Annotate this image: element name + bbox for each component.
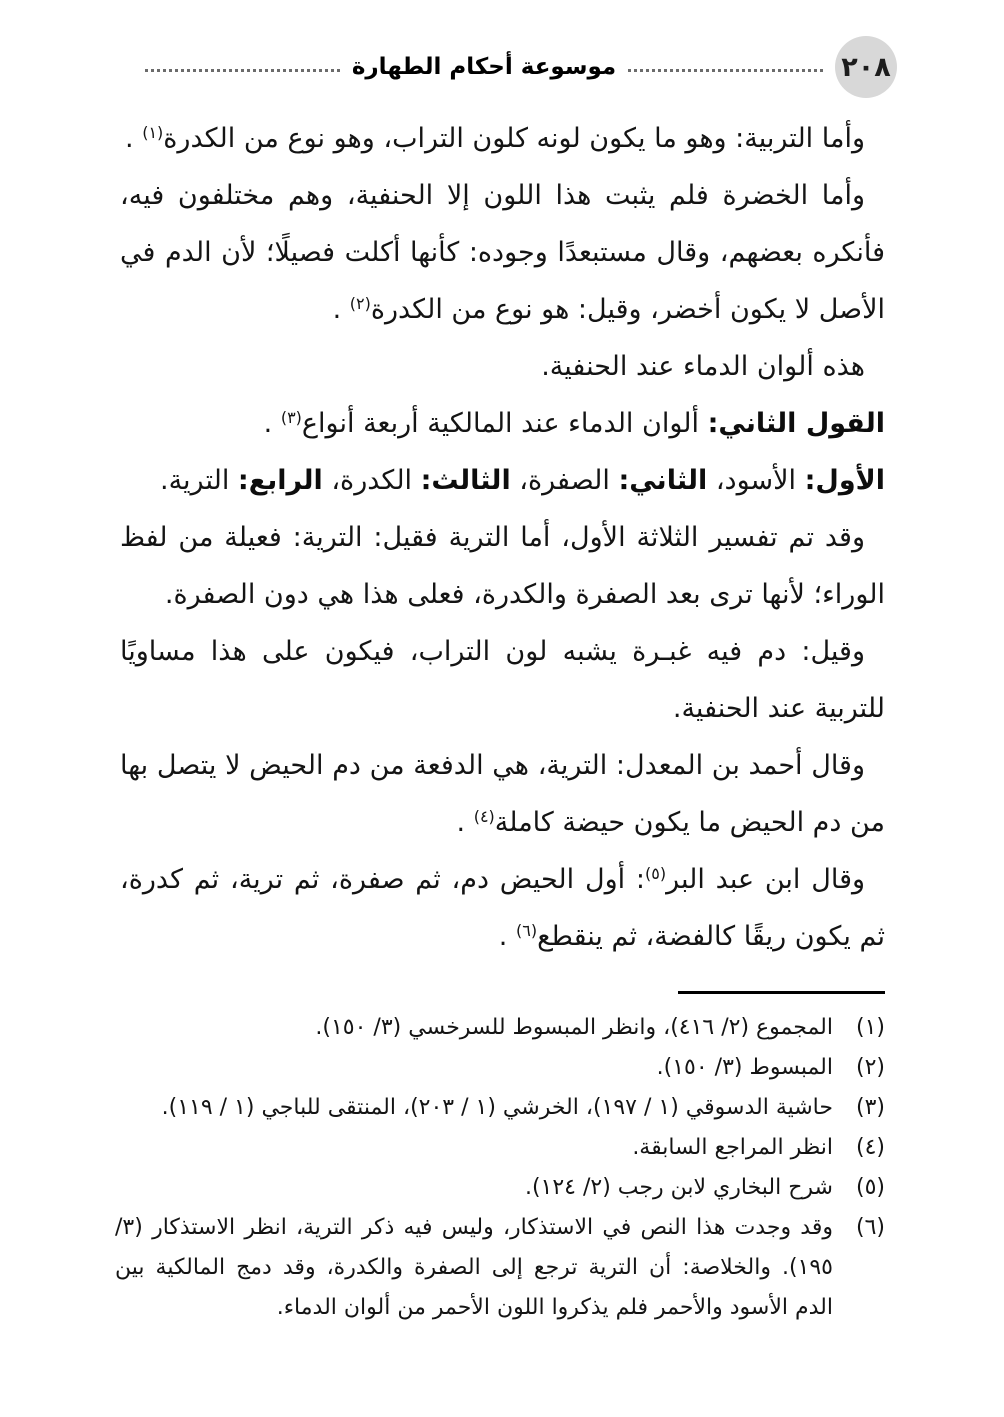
footnote-ref-6: (٦) [515,921,538,940]
page-number: ٢٠٨ [841,51,891,83]
paragraph-text: . [498,921,516,952]
footnote-item [115,1128,885,1168]
paragraph-text: وقد تم تفسير الثلاثة الأول، أما الترية فقيل: الترية: فعيلة من لفظ الوراء؛ لأنها ترى بعد الصفرة والكدرة، فعلى هذا هي دون الصفرة. [120,522,885,610]
footnote-ref-1: (١) [142,123,164,142]
footnote-text: المبسوط (٣/ ١٥٠). [656,1055,833,1080]
paragraph-text: وقيل: دم فيه غبـرة يشبه لون التراب، فيكون على هذا مساويًا للتربية عند الحنفية. [120,636,885,724]
paragraph-text: . [263,408,281,439]
page-number-badge [835,36,897,98]
paragraph-tariyyah-definition [120,509,885,623]
footnote-text: حاشية الدسوقي (١ / ١٩٧)، الخرشي (١ / ٢٠٣)، المنتقى للباجي (١ / ١١٩). [161,1095,833,1120]
paragraph-text: وأما الخضرة فلم يثبت هذا اللون إلا الحنفية، وهم مختلفون فيه، فأنكره بعضهم، وقال مستبعدًا وجوده: كأنها أكلت فصيلًا؛ لأن الدم في الأصل لا يكون أخضر، وقيل: هو نوع من الكدرة [120,180,885,325]
paragraph-text: وقال ابن عبد البر [666,864,866,895]
footnote-text: وقد وجدت هذا النص في الاستذكار، وليس فيه ذكر الترية، انظر الاستذكار (٣/ ١٩٥). والخلاصة: أن الترية ترجع إلى الصفرة والكدرة، وقد دمج المالكية بين الدم الأسود والأحمر فلم يذكروا اللون الأحمر من ألوان الدماء. [115,1215,833,1320]
footnote-ref-5: (٥) [645,864,667,883]
paragraph-khudrah [120,167,885,338]
footnote-item [115,1088,885,1128]
paragraph-text: الأسود، [707,465,805,496]
paragraph-text: هذه ألوان الدماء عند الحنفية. [541,351,865,382]
footnote-item [115,1168,885,1208]
header-dotted-rule-left [145,69,340,72]
footnote-number: (٤) [855,1135,885,1160]
bold-lead-in: القول الثاني: [707,408,885,439]
footnote-number: (١) [855,1015,885,1040]
footnote-text: المجموع (٢/ ٤١٦)، وانظر المبسوط للسرخسي (٣/ ١٥٠). [315,1015,833,1040]
paragraph-turbiyyah [120,110,885,167]
paragraph-ghubrah [120,623,885,737]
paragraph-text: . [125,123,143,154]
bold-first: الأول: [804,465,885,496]
paragraph-text: وأما التربية: وهو ما يكون لونه كلون التراب، وهو نوع من الكدرة [163,123,865,154]
paragraph-text: ألوان الدماء عند المالكية أربعة أنواع [301,408,708,439]
bold-second: الثاني: [618,465,708,496]
footnote-separator-rule [678,991,885,994]
footnote-number: (٢) [855,1055,885,1080]
paragraph-text: الصفرة، [510,465,619,496]
footnote-item [115,1208,885,1328]
footnote-item [115,1048,885,1088]
footnote-text: انظر المراجع السابقة. [632,1135,833,1160]
body-text [0,98,1004,965]
paragraph-hanafi-colors [120,338,885,395]
paragraph-ahmad-ibn-al-muaddal [120,737,885,851]
footnote-number: (٦) [855,1215,885,1240]
paragraph-text: . [332,294,350,325]
header-dotted-rule-right [628,69,823,72]
paragraph-ibn-abd-al-barr [120,851,885,965]
bold-third: الثالث: [420,465,511,496]
footnote-ref-2: (٢) [349,294,371,313]
paragraph-text: . [456,807,474,838]
bold-fourth: الرابع: [237,465,323,496]
footnote-item [115,1008,885,1048]
footnote-text: شرح البخاري لابن رجب (٢/ ١٢٤). [524,1175,833,1200]
paragraph-text: الكدرة، [322,465,421,496]
paragraph-four-types [120,452,885,509]
footnote-ref-4: (٤) [473,807,495,826]
footnote-ref-3: (٣) [280,408,302,427]
book-title: موسوعة أحكام الطهارة [351,54,617,80]
footnote-number: (٣) [855,1095,885,1120]
footnotes-section [0,991,1004,1328]
paragraph-text: الترية. [159,465,238,496]
page-header [0,0,1004,98]
paragraph-text: وقال أحمد بن المعدل: الترية، هي الدفعة من دم الحيض لا يتصل بها من دم الحيض ما يكون حيضة كاملة [120,750,885,838]
paragraph-text: : أول الحيض دم، ثم صفرة، ثم ترية، ثم كدرة، ثم يكون ريقًا كالفضة، ثم ينقطع [120,864,885,952]
paragraph-second-opinion [120,395,885,452]
footnote-number: (٥) [855,1175,885,1200]
